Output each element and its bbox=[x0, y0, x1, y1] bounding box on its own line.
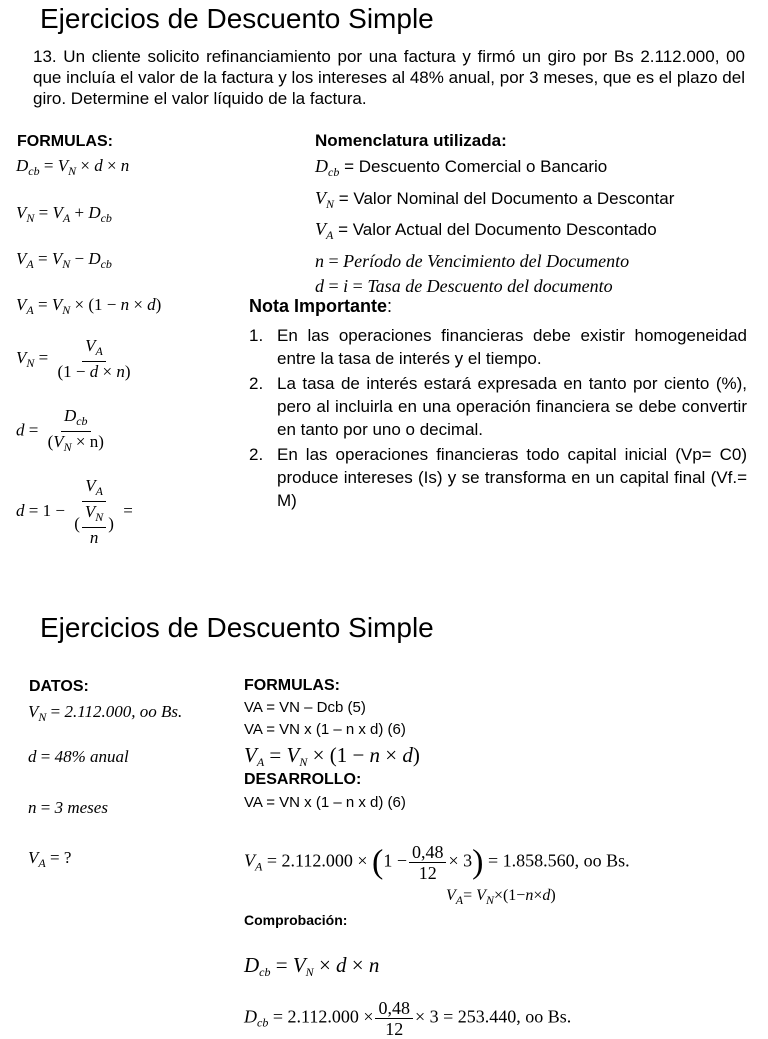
formula-vn-sum: $V_N = V_A + D_{cb}$ bbox=[16, 203, 112, 225]
desarrollo-header: DESARROLLO: bbox=[244, 771, 362, 788]
formula-dcb: $D_{cb} = V_N \times d \times n$ bbox=[16, 156, 130, 178]
check-dcb-formula: $D_{cb} = V_N \times d \times n$ bbox=[244, 953, 380, 979]
nomenclature-vn: $V_N$ = Valor Nominal del Documento a Descontar bbox=[315, 187, 675, 211]
nomenclature-n: n = Período de Vencimiento del Documento bbox=[315, 250, 630, 271]
comprobacion-header: Comprobación: bbox=[244, 912, 348, 928]
formula-va-product: $V_A = V_N \times (1 - n \times d)$ bbox=[16, 295, 162, 317]
desarrollo-line: VA = VN x (1 – n x d) (6) bbox=[244, 794, 406, 811]
notes-list bbox=[249, 324, 747, 514]
calc-va-formula-note: $V_A= V_N\times(1-n\times d)$ bbox=[446, 887, 556, 907]
note-title: Nota Importante: bbox=[249, 296, 393, 316]
dato-d: d = 48% anual bbox=[28, 747, 129, 766]
note-item: 2. En las operaciones financieras todo capital inicial (Vp= C0) produce intereses (Is) y se transforma en un capital final (Vf.= M) bbox=[249, 445, 747, 510]
nomenclature-header: Nomenclatura utilizada: bbox=[315, 131, 507, 150]
dato-vn: $V_N = 2.112.000$, oo Bs. bbox=[28, 702, 183, 724]
formula-va-diff: $V_A = V_N - D_{cb}$ bbox=[16, 249, 112, 271]
formulas2-header: FORMULAS: bbox=[244, 677, 340, 694]
calc-va: $V_A = 2.112.000 \times (1$ − $\frac{0,48}{12}$ × 3) = 1.858.560, oo Bs. bbox=[244, 842, 630, 883]
nomenclature-dcb: $D_{cb}$ = Descuento Comercial o Bancario bbox=[315, 156, 608, 179]
formula2-line-2: VA = VN x (1 – n x d) (6) bbox=[244, 721, 406, 738]
nomenclature-list bbox=[315, 154, 674, 300]
formula2-line-1: VA = VN – Dcb (5) bbox=[244, 699, 366, 716]
formula-d-fraction: d = $\frac{D_{cb}}{(V_N \times n)}$ bbox=[16, 406, 104, 454]
datos-header: DATOS: bbox=[29, 678, 89, 695]
nomenclature-va: $V_A$ = Valor Actual del Documento Descontado bbox=[315, 219, 657, 242]
nomenclature-d: d = i = Tasa de Descuento del documento bbox=[315, 276, 613, 296]
dato-n: n = 3 meses bbox=[28, 798, 108, 817]
formula-vn-fraction: $V_N$ = $\frac{V_A}{(1 - d \times n)}$ bbox=[16, 336, 131, 381]
formula-d-compound: d = 1 − $V_A$ ( $\frac{V_N}{n}$ ) = bbox=[16, 476, 133, 547]
problem-statement: 13. Un cliente solicito refinanciamiento por una factura y firmó un giro por Bs 2.112.000, 00 que incluía el valor de la factura y los intereses al 48% anual, por 3 meses, que es el plazo del giro. Determine el valor líquido de la factura. bbox=[33, 47, 745, 108]
slide2-title: Ejercicios de Descuento Simple bbox=[40, 612, 434, 643]
note-item: 1. En las operaciones financieras debe existir homogeneidad entre la tasa de interés y el tiempo. bbox=[249, 326, 747, 368]
dato-va: $V_A$ = ? bbox=[28, 848, 72, 870]
formulas-header: FORMULAS: bbox=[17, 133, 113, 150]
slide1-title: Ejercicios de Descuento Simple bbox=[40, 3, 434, 34]
formula2-va-product: $V_A = V_N \times (1 - n \times d)$ bbox=[244, 743, 420, 769]
note-item: 2. La tasa de interés estará expresada en tanto por ciento (%), pero al incluirla en una operación financiera se debe convertir en tanto por uno o decimal. bbox=[249, 374, 747, 439]
check-dcb-calc: $D_{cb} = 2.112.000$ × $\frac{0,48}{12}$ × 3 = 253.440, oo Bs. bbox=[244, 998, 572, 1039]
